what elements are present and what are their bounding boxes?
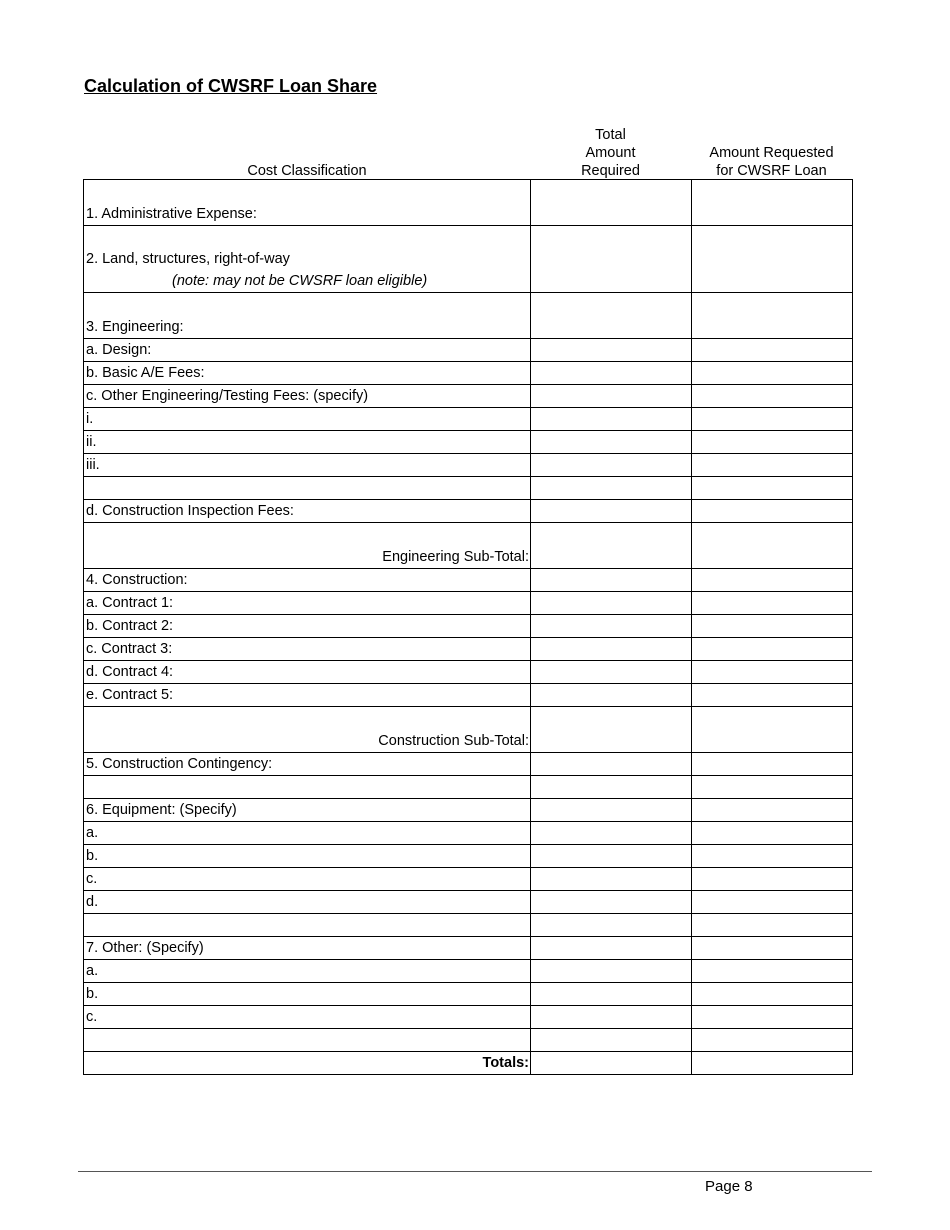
header-total-amount-required	[530, 126, 691, 180]
row-label-construction-contingency: 5. Construction Contingency:	[84, 753, 531, 776]
table-row	[84, 431, 853, 454]
row-label-blank[interactable]	[84, 776, 531, 799]
row-label-engineering-subtotal: Engineering Sub-Total:	[84, 523, 531, 569]
requested-amount-cell[interactable]	[692, 914, 853, 937]
table-row	[84, 385, 853, 408]
row-label-other-b[interactable]: b.	[84, 983, 531, 1006]
requested-amount-cell[interactable]	[692, 454, 853, 477]
row-label-totals: Totals:	[84, 1052, 531, 1075]
requested-amount-cell[interactable]	[692, 799, 853, 822]
row-label-equipment-d[interactable]: d.	[84, 891, 531, 914]
row-label-contract-2: b. Contract 2:	[84, 615, 531, 638]
row-label-item-i[interactable]: i.	[84, 408, 531, 431]
row-label-other-engineering-fees: c. Other Engineering/Testing Fees: (specify)	[84, 385, 531, 408]
requested-amount-cell[interactable]	[692, 523, 853, 569]
total-amount-cell[interactable]	[531, 477, 692, 500]
table-row	[84, 339, 853, 362]
total-amount-cell[interactable]	[531, 845, 692, 868]
requested-amount-cell[interactable]	[692, 684, 853, 707]
row-label-engineering: 3. Engineering:	[84, 293, 531, 339]
total-amount-cell[interactable]	[531, 960, 692, 983]
requested-amount-cell[interactable]	[692, 1052, 853, 1075]
row-label-blank[interactable]	[84, 1029, 531, 1052]
header-amount-requested	[691, 144, 852, 180]
table-row	[84, 362, 853, 385]
requested-amount-cell[interactable]	[692, 500, 853, 523]
requested-amount-cell[interactable]	[692, 845, 853, 868]
table-row	[84, 707, 853, 753]
total-amount-cell[interactable]	[531, 180, 692, 226]
requested-amount-cell[interactable]	[692, 661, 853, 684]
total-amount-cell[interactable]	[531, 385, 692, 408]
total-amount-cell[interactable]	[531, 776, 692, 799]
requested-amount-cell[interactable]	[692, 753, 853, 776]
row-label-other: 7. Other: (Specify)	[84, 937, 531, 960]
requested-amount-cell[interactable]	[692, 362, 853, 385]
requested-amount-cell[interactable]	[692, 707, 853, 753]
requested-amount-cell[interactable]	[692, 569, 853, 592]
requested-amount-cell[interactable]	[692, 1029, 853, 1052]
total-amount-cell[interactable]	[531, 226, 692, 293]
requested-amount-cell[interactable]	[692, 868, 853, 891]
table-row	[84, 822, 853, 845]
row-label-item-ii[interactable]: ii.	[84, 431, 531, 454]
total-amount-cell[interactable]	[531, 339, 692, 362]
requested-amount-cell[interactable]	[692, 431, 853, 454]
row-label-contract-5: e. Contract 5:	[84, 684, 531, 707]
row-label-administrative-expense: 1. Administrative Expense:	[84, 180, 531, 226]
table-row	[84, 293, 853, 339]
total-amount-cell[interactable]	[531, 822, 692, 845]
row-label-equipment-a[interactable]: a.	[84, 822, 531, 845]
requested-amount-cell[interactable]	[692, 408, 853, 431]
total-amount-cell[interactable]	[531, 891, 692, 914]
requested-amount-cell[interactable]	[692, 983, 853, 1006]
row-label-other-c[interactable]: c.	[84, 1006, 531, 1029]
total-amount-cell[interactable]	[531, 983, 692, 1006]
requested-amount-cell[interactable]	[692, 385, 853, 408]
requested-amount-cell[interactable]	[692, 339, 853, 362]
header-total-line: Required	[581, 163, 640, 179]
table-row	[84, 523, 853, 569]
table-row	[84, 408, 853, 431]
row-label-blank[interactable]	[84, 477, 531, 500]
total-amount-cell[interactable]	[531, 569, 692, 592]
table-row	[84, 799, 853, 822]
total-amount-cell[interactable]	[531, 362, 692, 385]
header-cost-classification: Cost Classification	[247, 163, 367, 179]
table-row	[84, 615, 853, 638]
page-number: Page 8	[705, 1178, 753, 1195]
total-amount-cell[interactable]	[531, 753, 692, 776]
table-row	[84, 937, 853, 960]
header-requested-line: Amount Requested	[709, 145, 834, 161]
table-row	[84, 226, 853, 293]
row-label-other-a[interactable]: a.	[84, 960, 531, 983]
total-amount-cell[interactable]	[531, 661, 692, 684]
table-row	[84, 891, 853, 914]
table-row	[84, 180, 853, 226]
total-amount-cell[interactable]	[531, 868, 692, 891]
header-total-line: Amount	[585, 145, 636, 161]
requested-amount-cell[interactable]	[692, 477, 853, 500]
total-amount-cell[interactable]	[531, 293, 692, 339]
requested-amount-cell[interactable]	[692, 822, 853, 845]
row-label-equipment: 6. Equipment: (Specify)	[84, 799, 531, 822]
row-label-construction: 4. Construction:	[84, 569, 531, 592]
total-amount-cell[interactable]	[531, 1052, 692, 1075]
row-label-construction-subtotal: Construction Sub-Total:	[84, 707, 531, 753]
row-label-equipment-c[interactable]: c.	[84, 868, 531, 891]
table-row	[84, 1029, 853, 1052]
requested-amount-cell[interactable]	[692, 1006, 853, 1029]
table-row	[84, 845, 853, 868]
requested-amount-cell[interactable]	[692, 960, 853, 983]
header-total-line: Total	[595, 127, 626, 143]
table-row	[84, 776, 853, 799]
table-row	[84, 753, 853, 776]
table-row	[84, 1052, 853, 1075]
total-amount-cell[interactable]	[531, 615, 692, 638]
table-row	[84, 454, 853, 477]
table-row	[84, 960, 853, 983]
total-amount-cell[interactable]	[531, 707, 692, 753]
total-amount-cell[interactable]	[531, 523, 692, 569]
requested-amount-cell[interactable]	[692, 638, 853, 661]
row-label-land-structures	[84, 226, 531, 293]
requested-amount-cell[interactable]	[692, 180, 853, 226]
table-row	[84, 684, 853, 707]
requested-amount-cell[interactable]	[692, 293, 853, 339]
table-row	[84, 569, 853, 592]
eligibility-note: (note: may not be CWSRF loan eligible)	[172, 273, 428, 289]
row-label-contract-4: d. Contract 4:	[84, 661, 531, 684]
table-row	[84, 914, 853, 937]
header-requested-line: for CWSRF Loan	[716, 163, 827, 179]
row-label-item-iii[interactable]: iii.	[84, 454, 531, 477]
total-amount-cell[interactable]	[531, 592, 692, 615]
total-amount-cell[interactable]	[531, 500, 692, 523]
requested-amount-cell[interactable]	[692, 776, 853, 799]
total-amount-cell[interactable]	[531, 408, 692, 431]
requested-amount-cell[interactable]	[692, 615, 853, 638]
row-label-basic-ae-fees: b. Basic A/E Fees:	[84, 362, 531, 385]
requested-amount-cell[interactable]	[692, 891, 853, 914]
table-row	[84, 477, 853, 500]
row-label-equipment-b[interactable]: b.	[84, 845, 531, 868]
land-label-text: 2. Land, structures, right-of-way	[86, 251, 290, 267]
row-label-blank[interactable]	[84, 914, 531, 937]
table-row	[84, 500, 853, 523]
row-label-contract-3: c. Contract 3:	[84, 638, 531, 661]
total-amount-cell[interactable]	[531, 914, 692, 937]
row-label-design: a. Design:	[84, 339, 531, 362]
page-title: Calculation of CWSRF Loan Share	[84, 76, 378, 96]
requested-amount-cell[interactable]	[692, 592, 853, 615]
requested-amount-cell[interactable]	[692, 937, 853, 960]
total-amount-cell[interactable]	[531, 937, 692, 960]
requested-amount-cell[interactable]	[692, 226, 853, 293]
total-amount-cell[interactable]	[531, 1029, 692, 1052]
total-amount-cell[interactable]	[531, 1006, 692, 1029]
table-row	[84, 1006, 853, 1029]
cost-classification-table	[83, 179, 853, 1075]
total-amount-cell[interactable]	[531, 638, 692, 661]
table-row	[84, 638, 853, 661]
total-amount-cell[interactable]	[531, 799, 692, 822]
row-label-construction-inspection-fees: d. Construction Inspection Fees:	[84, 500, 531, 523]
footer-divider	[78, 1171, 872, 1172]
total-amount-cell[interactable]	[531, 684, 692, 707]
table-row	[84, 661, 853, 684]
table-row	[84, 983, 853, 1006]
table-row	[84, 592, 853, 615]
table-row	[84, 868, 853, 891]
total-amount-cell[interactable]	[531, 454, 692, 477]
total-amount-cell[interactable]	[531, 431, 692, 454]
row-label-contract-1: a. Contract 1:	[84, 592, 531, 615]
